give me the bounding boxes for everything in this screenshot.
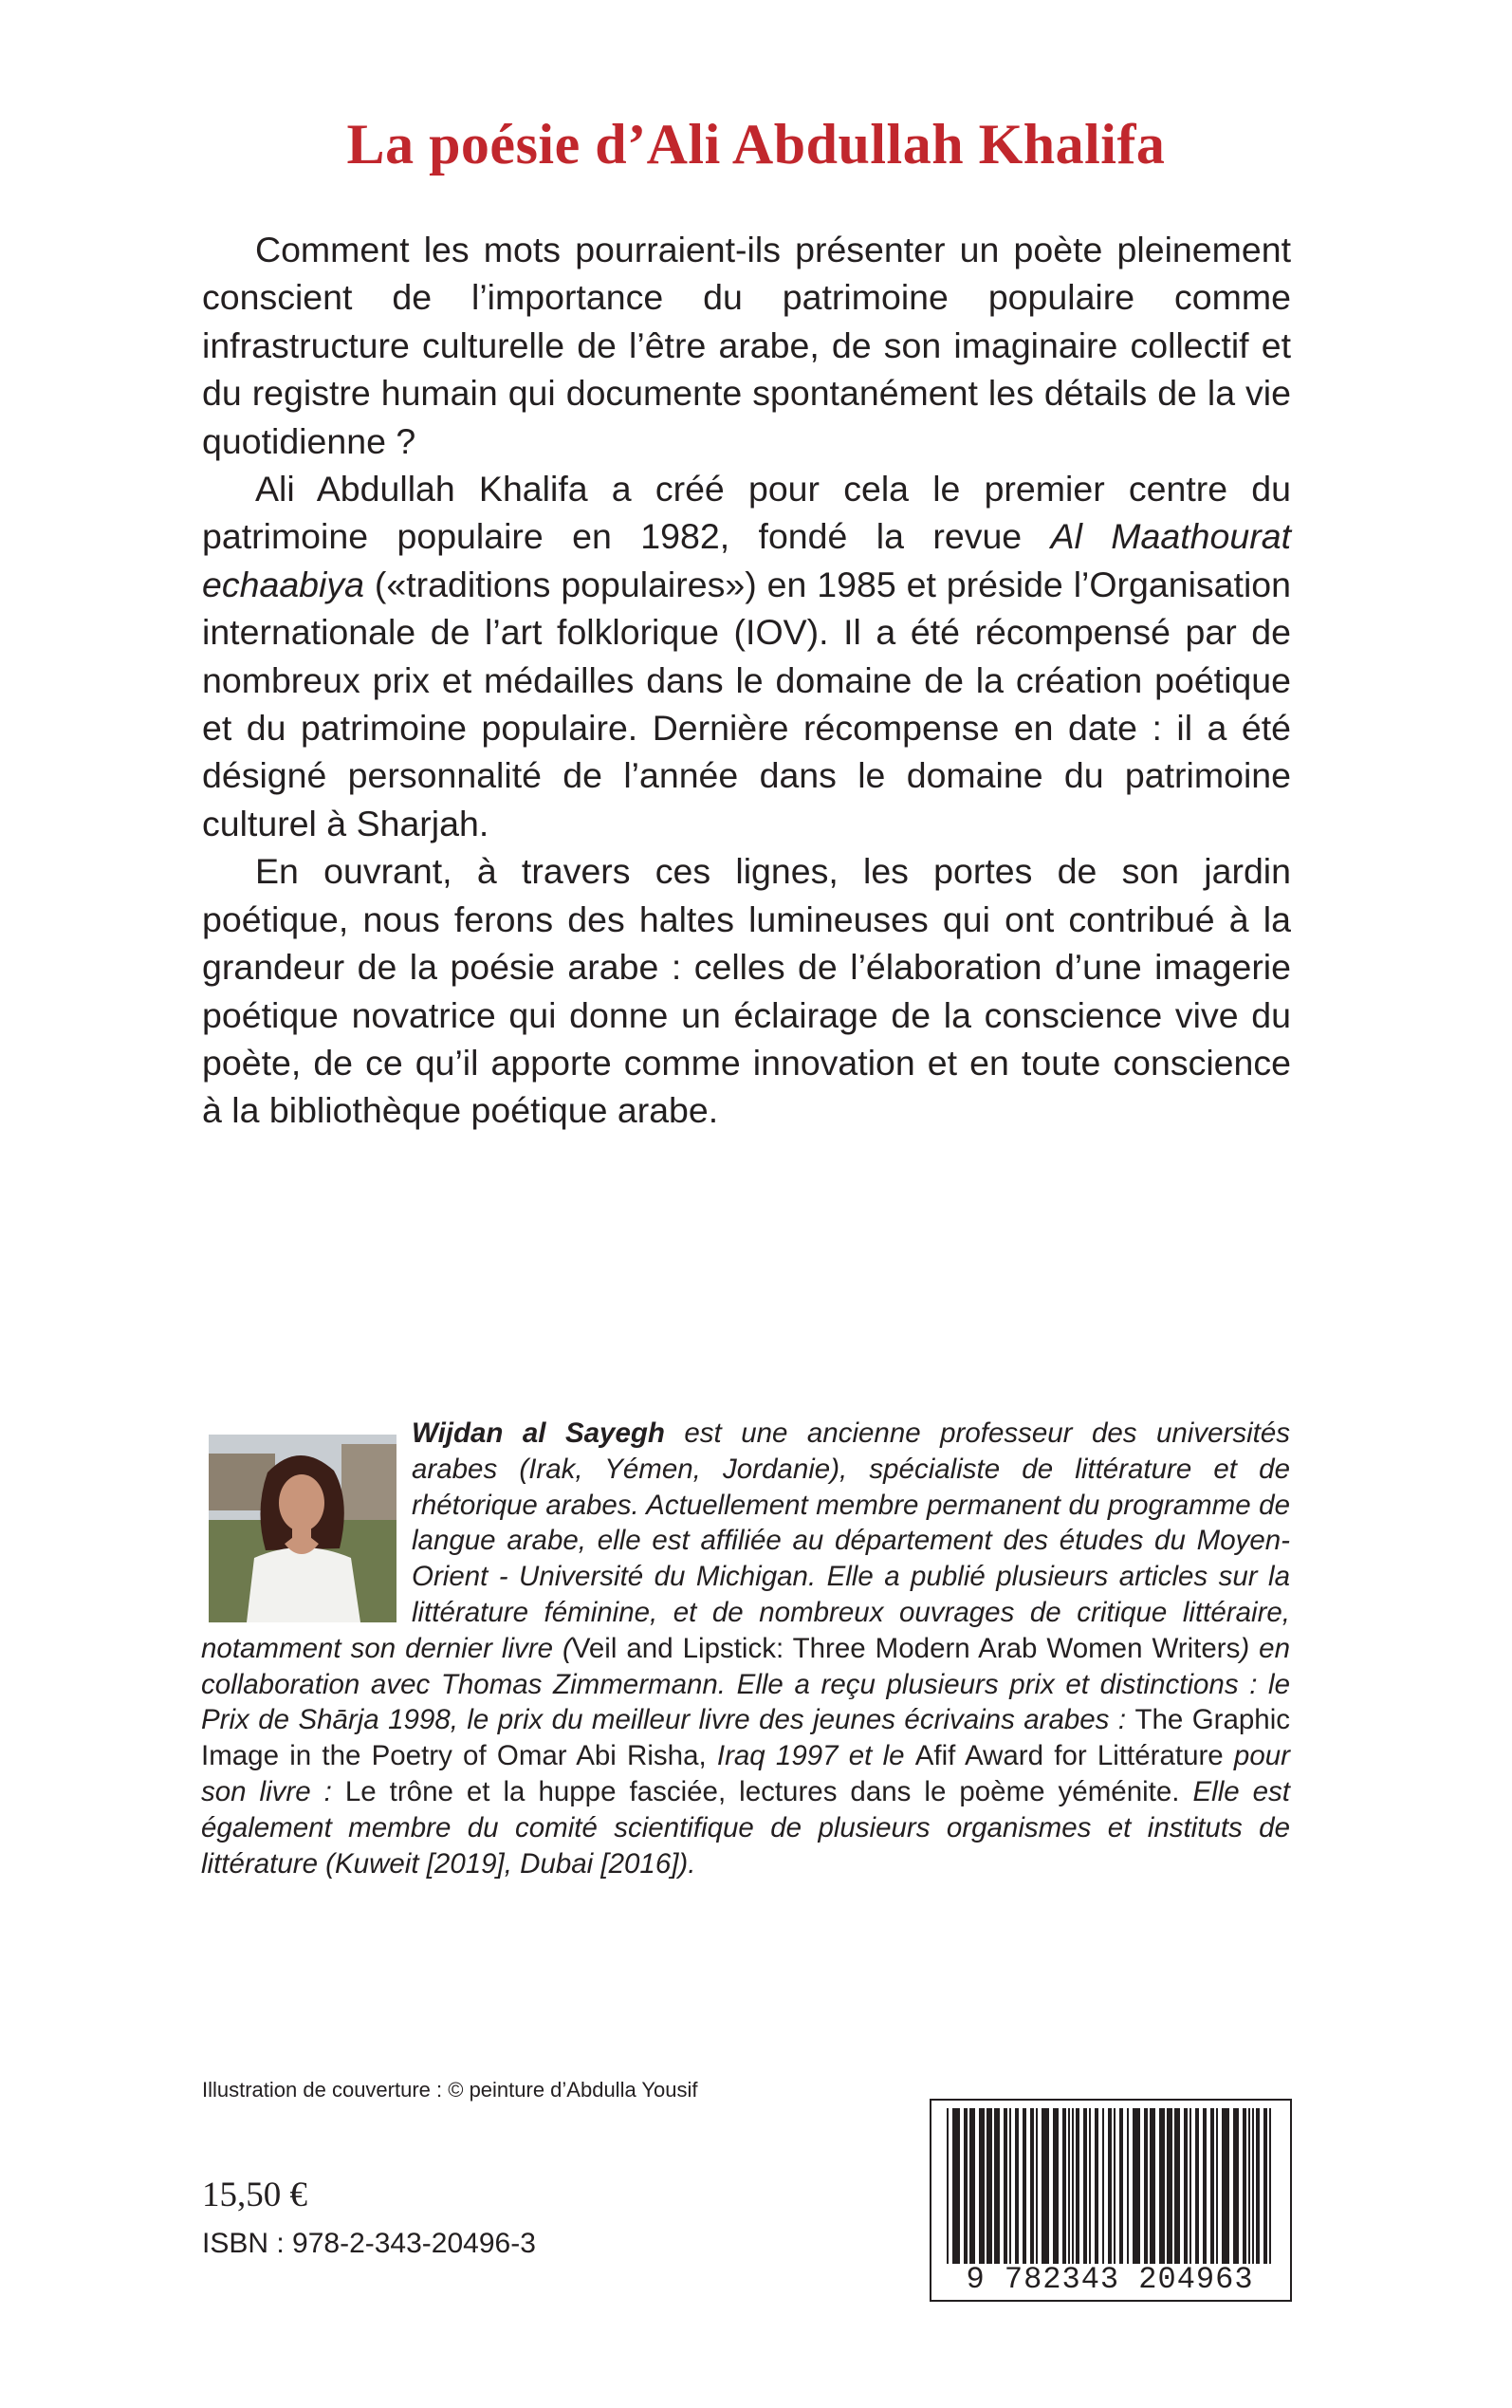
barcode-bar [1053, 2108, 1059, 2268]
barcode-bar [1195, 2108, 1199, 2268]
barcode-bar [1184, 2108, 1188, 2268]
barcode-bar [1210, 2108, 1214, 2268]
barcode-bar [1133, 2108, 1140, 2268]
barcode-bar [1108, 2108, 1112, 2268]
bio-text-2: ) en collaboration avec Thomas Zimmermann. Elle a reçu plusieurs prix et distinctions : le Prix de Shārja 1998, le prix du meilleur livre des jeunes écrivains arabes : [201, 1632, 1290, 1736]
barcode-bar [1216, 2108, 1218, 2268]
barcode-bar [1102, 2108, 1104, 2268]
barcode-bar [1036, 2108, 1038, 2268]
blurb-paragraph-3: En ouvrant, à travers ces lignes, les portes de son jardin poétique, nous ferons des haltes lumineuses qui ont contribué à la grandeur de la poésie arabe : celles de l’élaboration d’une imagerie poétique novatrice qui donne un éclairage de la conscience vive du poète, de ce qu’il apporte comme innovation et en toute conscience à la bibliothèque poétique arabe. [202, 851, 1291, 1131]
barcode-bar [1144, 2108, 1148, 2268]
barcode-bar [1174, 2108, 1180, 2268]
bio-text-5: Elle est également membre du comité scientifique de plusieurs organismes et instituts de littérature (Kuweit [2019], Dubai [2016]). [201, 1775, 1291, 1880]
author-name: Wijdan al Sayegh [412, 1417, 665, 1449]
price: 15,50 € [202, 2176, 307, 2214]
barcode-bar [1243, 2108, 1246, 2268]
barcode-bar [1203, 2108, 1207, 2268]
barcode-bar [1009, 2108, 1011, 2268]
barcode-bar [952, 2108, 960, 2268]
blurb-p2-start: Ali Abdullah Khalifa a créé pour cela le premier centre du patrimoine populaire en 1982, fondé la revue [202, 469, 1291, 557]
barcode-bar [1159, 2108, 1165, 2268]
barcode-bar [1030, 2108, 1034, 2268]
barcode-bar [1095, 2108, 1098, 2268]
barcode-bar [1076, 2108, 1079, 2268]
barcode-bar [979, 2108, 985, 2268]
author-biography [201, 1416, 1290, 1881]
bio-award-name: Afif Award for Littérature [914, 1740, 1224, 1772]
book-title: La poésie d’Ali Abdullah Khalifa [346, 113, 1166, 176]
barcode-bar [1167, 2108, 1172, 2268]
blurb-paragraph-2 [202, 465, 1291, 847]
barcode-bar [1089, 2108, 1091, 2268]
barcode-bar [1119, 2108, 1123, 2268]
barcode-bar [1015, 2108, 1019, 2268]
bio-book-title-2: The Graphic Image in the Poetry of Omar Abi Risha, [201, 1704, 1291, 1772]
back-cover-blurb [202, 226, 1291, 1135]
barcode-bar [1269, 2108, 1271, 2268]
barcode-bar [1222, 2108, 1229, 2268]
barcode-bar [1072, 2108, 1074, 2268]
barcode-bar [1004, 2108, 1007, 2268]
bio-book-title-1: Veil and Lipstick: Three Modern Arab Women Writers [571, 1632, 1241, 1664]
blurb-p2-end: («traditions populaires») en 1985 et préside l’Organisation internationale de l’art folklorique (IOV). Il a été récompensé par de nombreux prix et médailles dans le domaine de la création poétique et du patrimoine populaire. Dernière récompense en date : il a été désigné personnalité de l’année dans le domaine du patrimoine culturel à Sharjah. [202, 564, 1291, 843]
barcode-bar [1256, 2108, 1260, 2268]
barcode-bar [1189, 2108, 1191, 2268]
bio-text-4: pour son livre : [201, 1740, 1290, 1807]
cover-illustration-credit: Illustration de couverture : © peinture d’Abdulla Yousif [202, 2078, 698, 2102]
bio-text-3: Iraq 1997 et le [706, 1740, 915, 1772]
barcode-bar [1042, 2108, 1049, 2268]
barcode-bar [1127, 2108, 1129, 2268]
barcode-bar [1062, 2108, 1066, 2268]
blurb-paragraph-1: Comment les mots pourraient-ils présenter un poète pleinement conscient de l’importance du patrimoine populaire comme infrastructure culturelle de l’être arabe, de son imaginaire collectif et du registre humain qui documente spontanément les détails de la vie quotidienne ? [202, 230, 1291, 461]
barcode-bar [1263, 2108, 1267, 2268]
barcode-digits: 9 782343 204963 [931, 2264, 1288, 2296]
barcode-bar [1114, 2108, 1116, 2268]
barcode-bar [964, 2108, 968, 2268]
journal-name: Al Maathourat echaabiya [202, 516, 1292, 604]
barcode-bar [994, 2108, 1000, 2268]
barcode-bar [947, 2108, 949, 2268]
bio-book-title-3: Le trône et la huppe fasciée, lectures dans le poème yéménite. [344, 1775, 1180, 1807]
barcode-bar [986, 2108, 992, 2268]
photo-wrap-spacer [201, 1416, 412, 1626]
barcode-bar [1248, 2108, 1250, 2268]
barcode-bar [1150, 2108, 1155, 2268]
isbn: ISBN : 978-2-343-20496-3 [202, 2228, 536, 2259]
barcode-bar [1233, 2108, 1239, 2268]
barcode-bar [1252, 2108, 1254, 2268]
barcode-bar [1083, 2108, 1087, 2268]
barcode-bar [969, 2108, 975, 2268]
barcode-bar [1023, 2108, 1026, 2268]
bio-text-1: est une ancienne professeur des universités arabes (Irak, Yémen, Jordanie), spécialiste de littérature et de rhétorique arabes. Actuellement membre permanent du programme de langue arabe, elle est affiliée au département des études du Moyen-Orient - Université du Michigan. Elle a publié plusieurs articles sur la littérature féminine, et de nombreux ouvrages de critique littéraire, notamment son dernier livre ( [201, 1417, 1290, 1664]
barcode-bar [1068, 2108, 1070, 2268]
